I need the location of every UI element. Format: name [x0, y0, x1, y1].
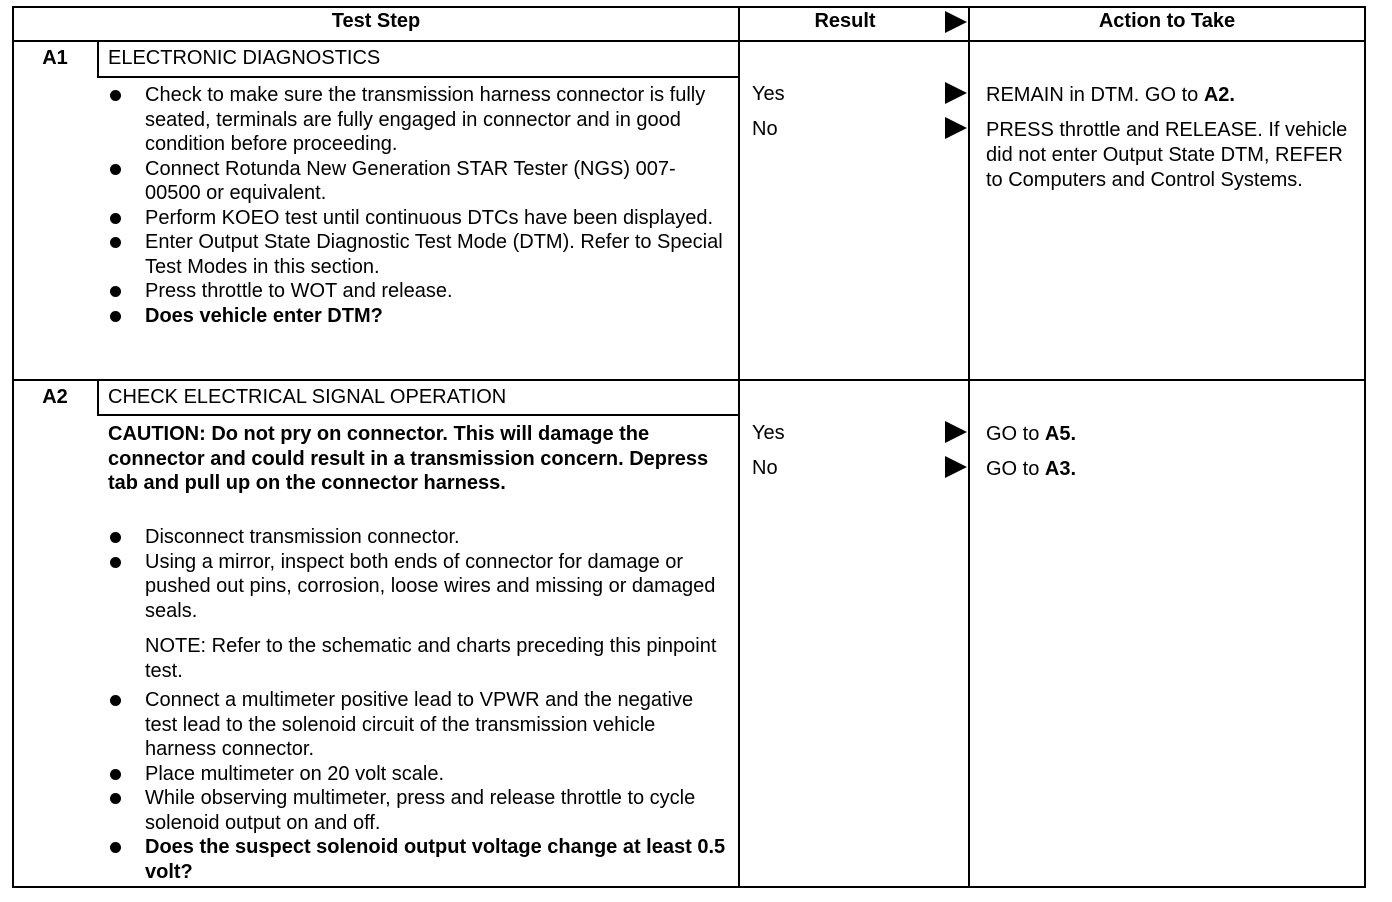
a1-no-arrow-icon — [945, 117, 967, 139]
list-item: Connect Rotunda New Generation STAR Tester (NGS) 007-00500 or equivalent. — [108, 157, 728, 206]
list-item: While observing multimeter, press and release throttle to cycle solenoid output on and off. — [108, 786, 728, 835]
a1-id-divider — [97, 40, 99, 78]
list-item: Place multimeter on 20 volt scale. — [108, 762, 728, 787]
list-item: Using a mirror, inspect both ends of connector for damage or pushed out pins, corrosion, loose wires and missing or damaged seals. — [108, 550, 728, 624]
bullet-icon — [110, 793, 121, 804]
step-title-a1: ELECTRONIC DIAGNOSTICS — [108, 47, 381, 69]
list-item: Does the suspect solenoid output voltage change at least 0.5 volt? — [108, 835, 728, 884]
a1-bullet-list — [108, 83, 728, 328]
bullet-icon — [110, 90, 121, 101]
list-item: Perform KOEO test until continuous DTCs have been displayed. — [108, 206, 728, 231]
header-action: Action to Take — [1098, 10, 1236, 32]
a2-caution: CAUTION: Do not pry on connector. This will damage the connector and could result in a transmission concern. Depress tab and pull up on the connector harness. — [108, 423, 709, 494]
list-item: Does vehicle enter DTM? — [108, 304, 728, 329]
a2-result-yes: Yes — [752, 422, 785, 444]
list-item: Enter Output State Diagnostic Test Mode (DTM). Refer to Special Test Modes in this section. — [108, 230, 728, 279]
a1-result-yes: Yes — [752, 83, 785, 105]
a1-action-no: PRESS throttle and RELEASE. If vehicle did not enter Output State DTM, REFER to Computers and Control Systems. — [986, 119, 1348, 191]
bullet-icon — [110, 769, 121, 780]
table-bottom-border — [12, 886, 1365, 888]
header-test-step: Test Step — [331, 10, 421, 32]
table-top-border — [12, 6, 1365, 8]
a2-bullet-list-b — [108, 688, 728, 884]
a1-yes-arrow-icon — [945, 82, 967, 104]
bullet-icon — [110, 557, 121, 568]
col-divider-result-action — [968, 6, 970, 888]
a2-action-no: GO to A3. — [986, 458, 1077, 480]
a2-title-underline — [97, 414, 738, 416]
list-item: Press throttle to WOT and release. — [108, 279, 728, 304]
list-item: Disconnect transmission connector. — [108, 525, 728, 550]
a1-title-underline — [97, 76, 738, 78]
step-title-a2: CHECK ELECTRICAL SIGNAL OPERATION — [108, 386, 507, 408]
a2-note: NOTE: Refer to the schematic and charts preceding this pinpoint test. — [145, 635, 717, 682]
a2-yes-arrow-icon — [945, 421, 967, 443]
row-a1-bottom-border — [12, 379, 1365, 381]
header-bottom-border — [12, 40, 1365, 42]
bullet-icon — [110, 213, 121, 224]
list-item: Check to make sure the transmission harness connector is fully seated, terminals are fully engaged in connector and in good condition before proceeding. — [108, 83, 728, 157]
bullet-icon — [110, 237, 121, 248]
bullet-icon — [110, 311, 121, 322]
a2-result-no: No — [752, 457, 778, 479]
header-arrow-icon — [945, 11, 967, 33]
a2-id-divider — [97, 379, 99, 416]
list-item: Connect a multimeter positive lead to VPWR and the negative test lead to the solenoid circuit of the transmission vehicle harness connector. — [108, 688, 728, 762]
col-divider-step-result — [738, 6, 740, 888]
a2-no-arrow-icon — [945, 456, 967, 478]
a2-bullet-list-a — [108, 525, 728, 623]
table-right-border — [1364, 6, 1366, 888]
a2-action-yes: GO to A5. — [986, 423, 1077, 445]
bullet-icon — [110, 532, 121, 543]
bullet-icon — [110, 842, 121, 853]
bullet-icon — [110, 286, 121, 297]
a1-action-yes: REMAIN in DTM. GO to A2. — [986, 84, 1235, 106]
a1-result-no: No — [752, 118, 778, 140]
bullet-icon — [110, 695, 121, 706]
table-left-border — [12, 6, 14, 888]
step-id-a1: A1 — [42, 47, 68, 69]
step-id-a2: A2 — [42, 386, 68, 408]
header-result: Result — [814, 10, 876, 32]
bullet-icon — [110, 164, 121, 175]
